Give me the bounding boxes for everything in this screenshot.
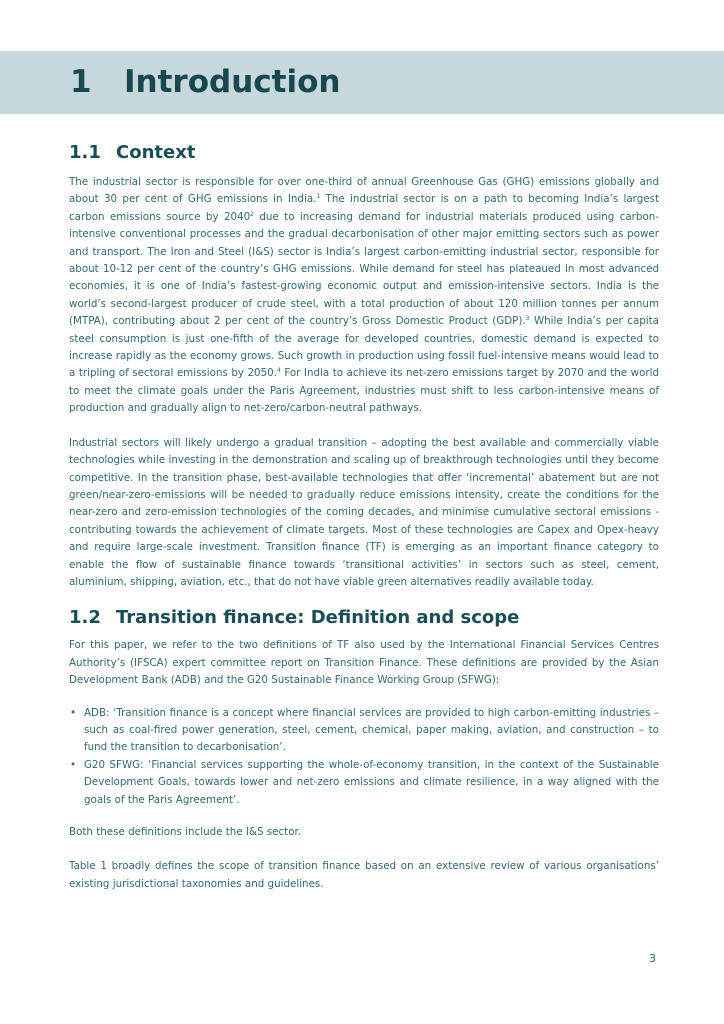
text-run: The industrial sector is on a path to becoming India’s largest carbon emissions source by 2040 [69,193,660,223]
text-run: While India’s per capita steel consumption is just one-fifth of the average for developed countries, domestic demand is expected to increase rapidly as the economy grows. Such growth in production using fossil fuel-intensive means would lead to a tripling of sectoral emissions by 2050. [69,315,659,380]
definitions-list [69,705,659,809]
definitions-intro-paragraph: For this paper, we refer to the two definitions of TF also used by the International Financial Services Centres Authority’s (IFSCA) expert committee report on Transition Finance. These definitions are provided by the Asian Development Bank (ADB) and the G20 Sustainable Finance Working Group (SFWG): [69,639,659,687]
page-number: 3 [649,952,656,965]
list-item [69,757,659,809]
text-run: For India to achieve its net-zero emissions target by 2070 and the world to meet the climate goals under the Paris Agreement, industries must shift to less carbon-intensive means of production and gradually align to net-zero/carbon-neutral pathways. [69,367,659,415]
footnote-ref-2[interactable]: 2 [250,210,254,218]
bullet-marker: • [70,706,77,719]
bullet-marker: • [70,758,77,771]
context-paragraph-2: Industrial sectors will likely undergo a gradual transition – adopting the best available and commercially viable technologies while investing in the demonstration and scaling up of breakthrough technologies until they become competitive. In the transition phase, best-available technologies that offer ‘incremental’ abatement but are not green/near-zero-emissions will be needed to gradually reduce emissions intensity, create the conditions for the near-zero and zero-emission technologies of the coming decades, and minimise cumulative sectoral emissions - contributing towards the achievement of climate targets. Most of these technologies are Capex and Opex-heavy and require large-scale investment. Transition finance (TF) is emerging as an important finance category to enable the flow of sustainable finance towards ‘transitional activities’ in sectors such as steel, cement, aluminium, shipping, aviation, etc., that do not have viable green alternatives readily available today. [69,436,659,588]
both-definitions-paragraph: Both these definitions include the I&S sector. [69,826,302,838]
list-item-text: G20 SFWG: ‘Financial services supporting the whole-of-economy transition, in the context of the Sustainable Development Goals, towards lower and net-zero emissions and climate resilience, in a way aligned with the goals of the Paris Agreement’. [84,758,659,806]
list-item [69,705,659,757]
text-run: The industrial sector is responsible for over one-third of annual Greenhouse Gas (GHG) emissions globally and about 30 per cent of GHG emissions in India. [69,176,659,206]
text-run: due to increasing demand for industrial materials produced using carbon-intensive conventional processes and the gradual decarbonisation of other major emitting sectors such as power and transport. The Iron and Steel (I&S) sector is India’s largest carbon-emitting industrial sector, responsible for about 10-12 per cent of the country’s GHG emissions. While demand for steel has plateaued in most advanced economies, it is one of India’s fastest-growing economic output and emission-intensive sectors. India is the world’s second-largest producer of crude steel, with a total production of about 120 million tonnes per annum (MTPA), contributing about 2 per cent of the country’s Gross Domestic Product (GDP). [69,210,659,328]
chapter-title-text: Introduction [124,64,341,100]
section-heading-context [69,140,659,166]
footnote-ref-3[interactable]: 3 [525,315,530,323]
page-content [69,140,659,893]
chapter-title [70,51,340,114]
section-title: Context [116,142,196,163]
section-title: Transition finance: Definition and scope [116,607,520,629]
context-paragraph-1 [69,174,659,418]
footnote-ref-4[interactable]: 4 [276,367,281,375]
section-number: 1.2 [69,607,101,629]
section-heading-transition-finance [69,605,659,631]
section-number: 1.1 [69,142,101,163]
footnote-ref-1[interactable]: 1 [316,193,321,201]
chapter-header-band [0,51,724,114]
table-scope-paragraph: Table 1 broadly defines the scope of transition finance based on an extensive review of various organisations’ existing jurisdictional taxonomies and guidelines. [69,860,659,890]
list-item-text: ADB: ‘Transition finance is a concept where financial services are provided to high carbon-emitting industries – such as coal-fired power generation, steel, cement, chemical, paper making, aviation, and construction – to fund the transition to decarbonisation’. [84,706,659,754]
chapter-number: 1 [70,64,92,100]
